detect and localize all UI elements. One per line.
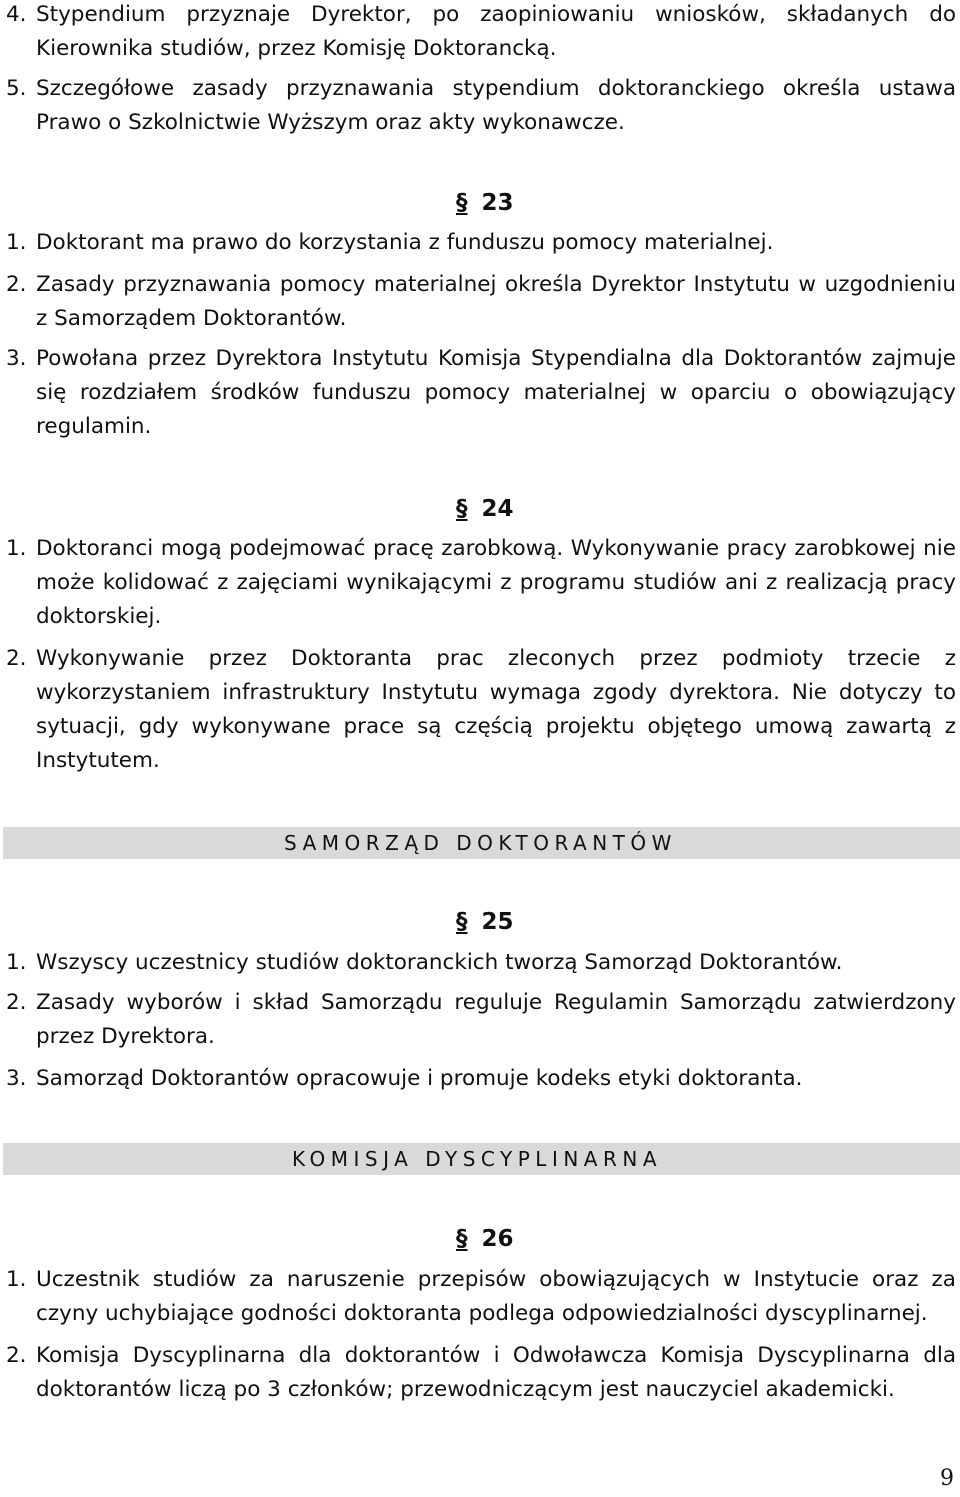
section-symbol: § xyxy=(456,1226,468,1252)
item-text: Szczegółowe zasady przyznawania stypendium doktoranckiego określa ustawa Prawo o Szkolnictwie Wyższym oraz akty wykonawcze. xyxy=(36,76,956,135)
section-26-item-2 xyxy=(0,1339,956,1407)
item-text: Samorząd Doktorantów opracowuje i promuje kodeks etyki doktoranta. xyxy=(36,1066,803,1091)
section-23-item-3 xyxy=(0,342,956,444)
section-banner-komisja xyxy=(3,1143,960,1175)
section-number: 25 xyxy=(481,909,514,935)
section-number: 24 xyxy=(481,496,514,522)
section-number: 26 xyxy=(481,1226,514,1252)
section-symbol: § xyxy=(456,909,468,935)
paragraph-item-5 xyxy=(0,72,956,140)
section-26-item-1 xyxy=(0,1263,956,1331)
banner-title: SAMORZĄD DOKTORANTÓW xyxy=(284,831,677,855)
paragraph-item-4 xyxy=(0,0,956,66)
item-number: 1. xyxy=(6,1267,27,1292)
item-number: 2. xyxy=(6,990,27,1015)
item-text: Zasady wyborów i skład Samorządu reguluje Regulamin Samorządu zatwierdzony przez Dyrektora. xyxy=(36,990,956,1049)
item-number: 1. xyxy=(6,536,27,561)
item-number: 1. xyxy=(6,950,27,975)
item-text: Wykonywanie przez Doktoranta prac zleconych przez podmioty trzecie z wykorzystaniem infrastruktury Instytutu wymaga zgody dyrektora. Nie dotyczy to sytuacji, gdy wykonywane prace są częścią projektu objętego umową zawartą z Instytutem. xyxy=(36,646,956,773)
section-23-item-1 xyxy=(0,226,956,260)
section-symbol: § xyxy=(456,190,468,216)
item-number: 5. xyxy=(6,76,27,101)
item-text: Doktoranci mogą podejmować pracę zarobkową. Wykonywanie pracy zarobkowej nie może kolidować z zajęciami wynikającymi z programu studiów ani z realizacją pracy doktorskiej. xyxy=(36,536,956,629)
section-25-item-2 xyxy=(0,986,956,1054)
section-25-item-3 xyxy=(0,1062,956,1096)
section-heading-26 xyxy=(456,1222,514,1256)
section-heading-23 xyxy=(456,186,514,220)
section-number: 23 xyxy=(481,190,514,216)
item-number: 2. xyxy=(6,1343,27,1368)
banner-title: KOMISJA DYSCYPLINARNA xyxy=(292,1147,663,1171)
section-25-item-1 xyxy=(0,946,956,980)
item-text: Powołana przez Dyrektora Instytutu Komisja Stypendialna dla Doktorantów zajmuje się rozdziałem środków funduszu pomocy materialnej w oparciu o obowiązujący regulamin. xyxy=(36,346,956,439)
item-number: 3. xyxy=(6,1066,27,1091)
item-text: Uczestnik studiów za naruszenie przepisów obowiązujących w Instytucie oraz za czyny uchybiające godności doktoranta podlega odpowiedzialności dyscyplinarnej. xyxy=(36,1267,956,1326)
item-number: 2. xyxy=(6,646,27,671)
page-number: 9 xyxy=(940,1466,954,1491)
item-text: Stypendium przyznaje Dyrektor, po zaopiniowaniu wniosków, składanych do Kierownika studiów, przez Komisję Doktorancką. xyxy=(36,2,956,61)
item-number: 3. xyxy=(6,346,27,371)
section-symbol: § xyxy=(456,496,468,522)
section-23-item-2 xyxy=(0,268,956,336)
section-24-item-2 xyxy=(0,642,956,778)
item-number: 1. xyxy=(6,230,27,255)
item-number: 2. xyxy=(6,272,27,297)
item-text: Wszyscy uczestnicy studiów doktoranckich tworzą Samorząd Doktorantów. xyxy=(36,950,843,975)
item-text: Doktorant ma prawo do korzystania z funduszu pomocy materialnej. xyxy=(36,230,774,255)
section-24-item-1 xyxy=(0,532,956,634)
section-heading-24 xyxy=(456,492,514,526)
item-text: Komisja Dyscyplinarna dla doktorantów i Odwoławcza Komisja Dyscyplinarna dla doktorantów liczą po 3 członków; przewodniczącym jest nauczyciel akademicki. xyxy=(36,1343,956,1402)
section-banner-samorzad xyxy=(3,827,960,859)
item-text: Zasady przyznawania pomocy materialnej określa Dyrektor Instytutu w uzgodnieniu z Samorządem Doktorantów. xyxy=(36,272,956,331)
item-number: 4. xyxy=(6,2,27,27)
section-heading-25 xyxy=(456,905,514,939)
